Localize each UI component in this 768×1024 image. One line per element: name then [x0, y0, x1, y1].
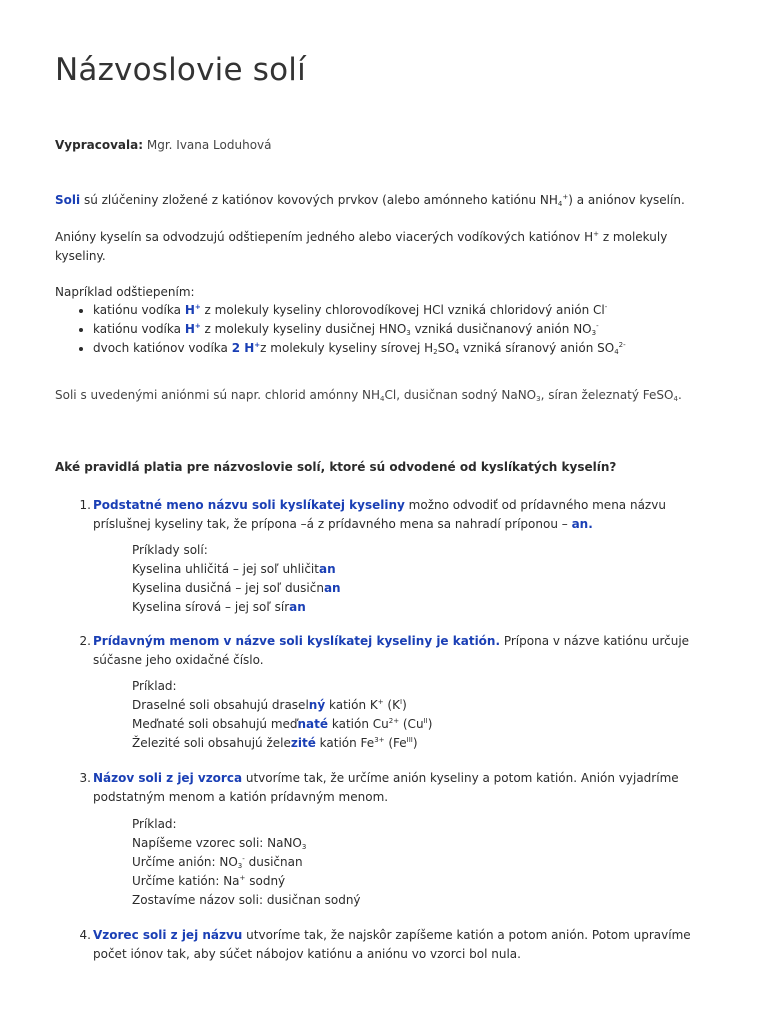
term-soli: Soli: [55, 193, 81, 207]
example-line: Kyselina sírová – jej soľ síran: [132, 600, 306, 614]
example-line: Napíšeme vzorec soli: NaNO$_3$: [132, 836, 307, 851]
list-item: • katiónu vodíka H+ z molekuly kyseliny chlorovodíkovej HCl vzniká chloridový anión Cl-: [93, 301, 626, 320]
section-question: Aké pravidlá platia pre názvoslovie solí, ktoré sú odvodené od kyslíkatých kyselín?: [55, 460, 617, 474]
example-line: Železité soli obsahujú železité katión $Fe^{3+}$ $(Fe^{III})$: [132, 736, 418, 750]
rule-2-number: 2.: [79, 634, 91, 648]
example-line: Draselné soli obsahujú draselný katión K+ $(K^I)$: [132, 698, 407, 712]
intro-paragraph-2-line-1: Anióny kyselín sa odvodzujú odštiepením jedného alebo viacerých vodíkových katiónov H+ z molekuly: [55, 230, 668, 244]
rule-1-number: 1.: [79, 498, 91, 512]
example-line: Meďnaté soli obsahujú meďnaté katión $Cu^{2+}$ $(Cu^{II})$: [132, 717, 433, 731]
rule-1-text: Podstatné meno názvu soli kyslíkatej kyseliny možno odvodiť od prídavného mena názvu príslušnej kyseliny tak, že prípona –á z prídavného mena sa nahradí príponou – an.: [93, 498, 666, 531]
example-line: Určíme anión: $NO_3^-$ dusičnan: [132, 855, 303, 870]
intro-paragraph-3: Napríklad odštiepením:: [55, 285, 195, 299]
list-item: • dvoch katiónov vodíka 2 H+z molekuly kyseliny sírovej $H_2SO_4$ vzniká síranový anión $SO_4^{2-}$: [93, 339, 626, 358]
example-line: Určíme katión: Na+ sodný: [132, 874, 286, 888]
rule-3-examples: Príklad: Napíšeme vzorec soli: NaNO$_3$ Určíme anión: $NO_3^-$ dusičnan Určíme katión: Na+ sodný Zostavíme názov soli: dusičnan sodný: [132, 815, 361, 910]
rule-4-number: 4.: [79, 928, 91, 942]
rule-1-examples: Príklady solí: Kyselina uhličitá – jej soľ uhličitan Kyselina dusičná – jej soľ dusičnan Kyselina sírová – jej soľ síran: [132, 541, 341, 617]
dissociation-list: [55, 301, 626, 358]
intro-paragraph-2-line-2: kyseliny.: [55, 249, 106, 263]
author-label: Vypracovala:: [55, 138, 144, 152]
rule-3-number: 3.: [79, 771, 91, 785]
rule-4-text: Vzorec soli z jej názvu utvoríme tak, že najskôr zapíšeme katión a potom anión. Potom upravíme počet iónov tak, aby súčet nábojov katiónu a aniónu vo vzorci bol nula.: [93, 928, 691, 961]
rule-3-text: Názov soli z jej vzorca utvoríme tak, že určíme anión kyseliny a potom katión. Anión vyjadríme podstatným menom a katión prídavným menom.: [93, 771, 679, 804]
author-name: Mgr. Ivana Loduhová: [146, 138, 272, 152]
intro-paragraph-4: Soli s uvedenými aniónmi sú napr. chlorid amónny $NH_4Cl$, dusičnan sodný NaNO$_3$, síran železnatý FeSO$_4$.: [55, 388, 682, 403]
author-line: [55, 136, 271, 155]
rule-2-text: Prídavným menom v názve soli kyslíkatej kyseliny je katión. Prípona v názve katiónu určuje súčasne jeho oxidačné číslo.: [93, 634, 690, 667]
page-title: Názvoslovie solí: [55, 52, 306, 88]
intro-paragraph-1: Soli sú zlúčeniny zložené z katiónov kovových prvkov (alebo amónneho katiónu $NH_4^+$) a aniónov kyselín.: [55, 193, 685, 208]
example-line: Zostavíme názov soli: dusičnan sodný: [132, 893, 361, 907]
example-line: Kyselina dusičná – jej soľ dusičnan: [132, 581, 341, 595]
rule-2-examples: Príklad: Draselné soli obsahujú draselný katión K+ $(K^I)$ Meďnaté soli obsahujú meďnaté katión $Cu^{2+}$ $(Cu^{II})$ Železité soli obsahujú železité katión $Fe^{3+}$ $(Fe^{III})$: [132, 677, 432, 753]
example-line: Kyselina uhličitá – jej soľ uhličitan: [132, 562, 336, 576]
list-item: • katiónu vodíka H+ z molekuly kyseliny dusičnej $HNO_3$ vzniká dusičnanový anión $NO_3^-$: [93, 320, 626, 339]
